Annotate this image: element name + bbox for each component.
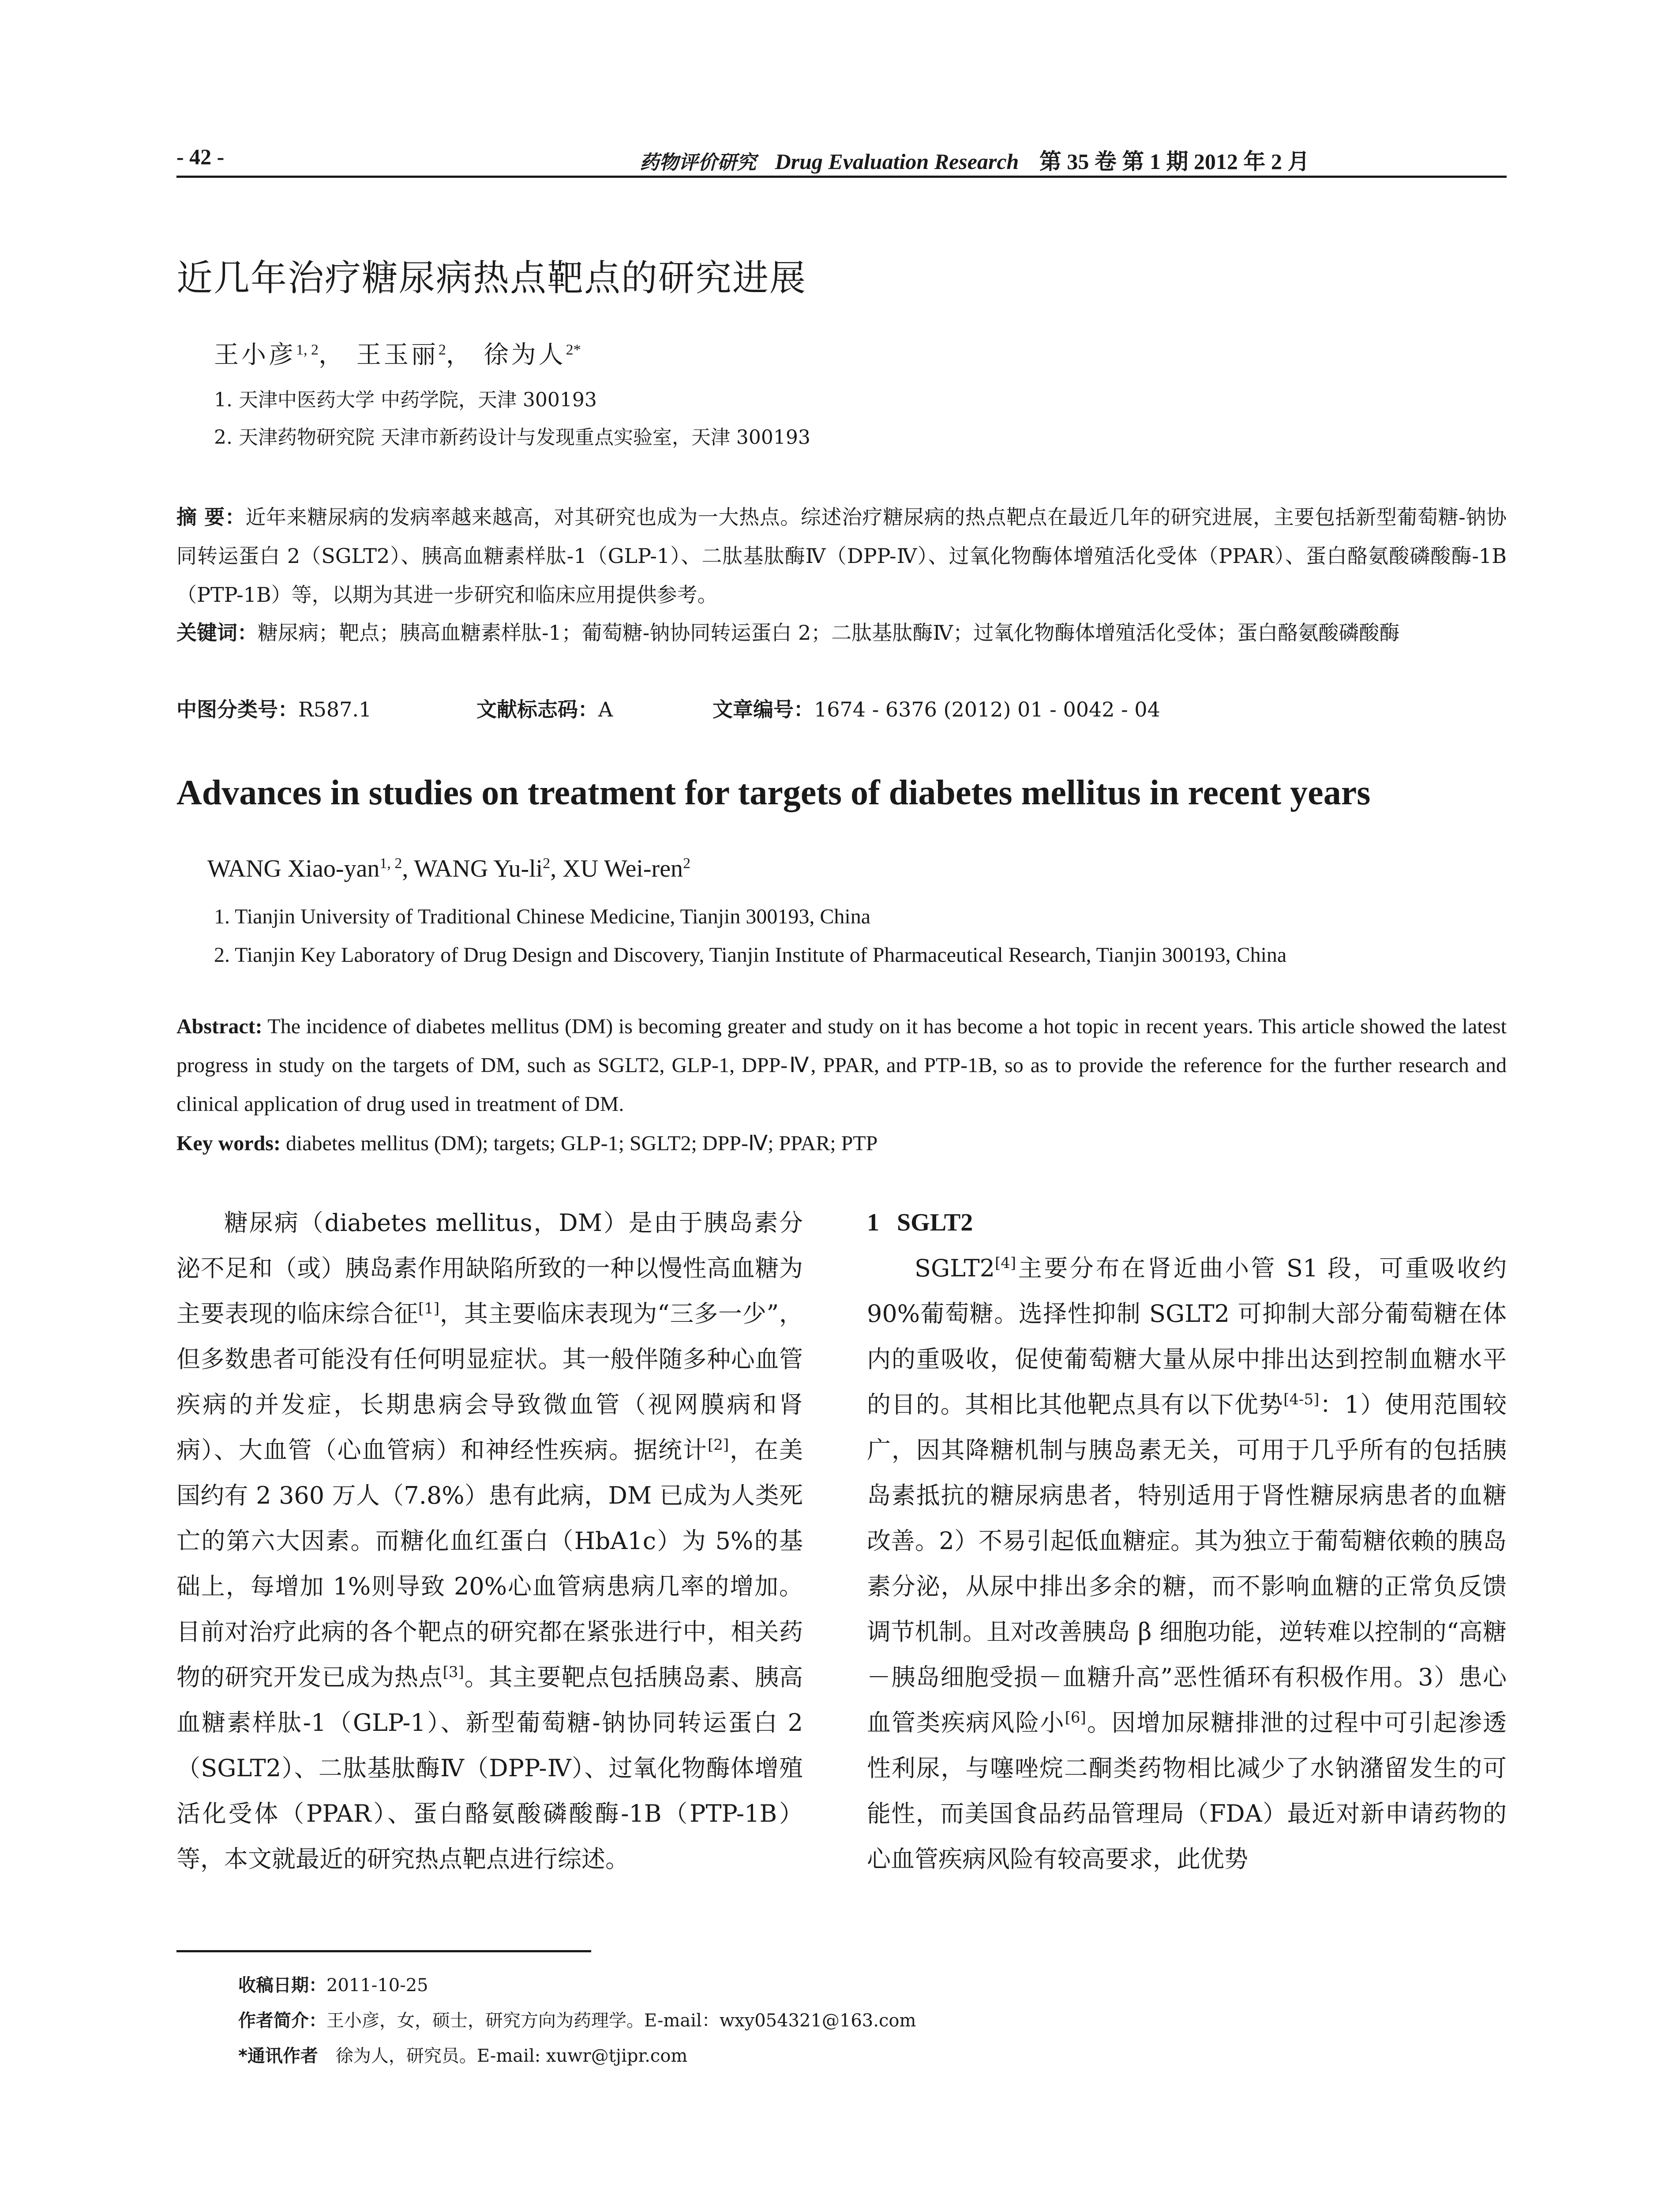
document-code: [476, 694, 613, 723]
author-bio-label: 作者简介：: [238, 2011, 326, 2031]
running-header: [176, 140, 1507, 178]
author-separator: ，: [319, 341, 346, 369]
body-text: SGLT2: [915, 1254, 995, 1282]
abstract-label: Abstract:: [176, 1015, 262, 1038]
clc-label: 中图分类号：: [176, 698, 298, 721]
body-column-right: [867, 1200, 1507, 1882]
english-affiliation-2: 2. Tianjin Key Laboratory of Drug Design and Discovery, Tianjin Institute of Pharmaceutical Research, Tianjin 300193, China: [214, 943, 1287, 967]
section-title: SGLT2: [897, 1209, 973, 1236]
classification-line: [176, 694, 1507, 733]
author-affiliation-mark: 1, 2: [296, 341, 319, 358]
english-keywords: [176, 1124, 1507, 1163]
issue-info: 第 35 卷 第 1 期 2012 年 2 月: [1039, 149, 1310, 174]
author-affiliation-mark: 2: [438, 341, 446, 358]
body-text: 。其主要靶点包括胰岛素、胰高血糖素样肽-1（GLP-1）、新型葡萄糖-钠协同转运蛋白 2（SGLT2）、二肽基肽酶Ⅳ（DPP-Ⅳ）、过氧化物酶体增殖活化受体（PPAR）、蛋白酪氨酸磷酸酶-1B（PTP-1B）等，本文就最近的研究热点靶点进行综述。: [176, 1663, 803, 1873]
corresponding-author: [238, 2038, 916, 2074]
body-text: 。因增加尿糖排泄的过程中可引起渗透性利尿，与噻唑烷二酮类药物相比减少了水钠潴留发生的可能性，而美国食品药品管理局（FDA）最近对新申请药物的心血管疾病风险有较高要求，此优势: [867, 1709, 1507, 1873]
abstract-text: The incidence of diabetes mellitus (DM) is becoming greater and study on it has become a hot topic in recent years. This article showed the latest progress in study on the targets of DM, such as SGLT2, GLP-1, DPP-Ⅳ, PPAR, and PTP-1B, so as to provide the reference for the further research and clinical application of drug used in treatment of DM.: [176, 1015, 1507, 1116]
author-affiliation-mark: 2: [683, 855, 691, 872]
article-number: [712, 694, 1160, 723]
citation-link[interactable]: [1]: [418, 1300, 440, 1317]
author-separator: ,: [402, 855, 414, 882]
section-heading: [867, 1200, 1507, 1246]
author-bio-value: 王小彦，女，硕士，研究方向为药理学。E-mail：wxy054321@163.com: [326, 2011, 916, 2031]
clc-number: [176, 694, 371, 723]
body-text: ，在美国约有 2 360 万人（7.8%）患有此病，DM 已成为人类死亡的第六大因素。而糖化血红蛋白（HbA1c）为 5%的基础上，每增加 1%则导致 20%心血管病患病几率的增加。目前对治疗此病的各个靶点的研究都在紧张进行中，相关药物的研究开发已成为热点: [176, 1436, 803, 1691]
article-number-value: 1674 - 6376 (2012) 01 - 0042 - 04: [814, 698, 1160, 721]
journal-name: Drug Evaluation Research: [775, 149, 1019, 174]
chinese-title: 近几年治疗糖尿病热点靶点的研究进展: [176, 257, 807, 299]
author-bio: [238, 2003, 916, 2038]
author-affiliation-mark: 2*: [566, 341, 581, 358]
author-name: 徐为人: [484, 341, 566, 369]
document-code-value: A: [598, 698, 613, 721]
keywords-label: 关键词：: [176, 621, 258, 645]
received-label: 收稿日期：: [238, 1975, 326, 1996]
keywords-label: Key words:: [176, 1132, 281, 1155]
author-name: XU Wei-ren: [562, 855, 683, 882]
body-text: ：1）使用范围较广，因其降糖机制与胰岛素无关，可用于几乎所有的包括胰岛素抵抗的糖尿病患者，特别适用于肾性糖尿病患者的血糖改善。2）不易引起低血糖症。其为独立于葡萄糖依赖的胰岛素分泌，从尿中排出多余的糖，而不影响血糖的正常负反馈调节机制。且对改善胰岛 β 细胞功能，逆转难以控制的“高糖－胰岛细胞受损－血糖升高”恶性循环有积极作用。3）患心血管类疾病风险小: [867, 1391, 1507, 1737]
received-date: [238, 1968, 916, 2003]
english-title: Advances in studies on treatment for targets of diabetes mellitus in recent years: [176, 773, 1371, 812]
chinese-affiliation-1: 1. 天津中医药大学 中药学院，天津 300193: [214, 389, 597, 411]
author-name: WANG Xiao-yan: [207, 855, 380, 882]
author-separator: ，: [446, 341, 473, 369]
keywords-text: diabetes mellitus (DM); targets; GLP-1; SGLT2; DPP-Ⅳ; PPAR; PTP: [280, 1132, 878, 1155]
corresponding-value: 徐为人，研究员。E-mail: xuwr@tjipr.com: [318, 2046, 688, 2066]
citation-link[interactable]: [3]: [442, 1663, 464, 1681]
chinese-keywords: [176, 613, 1507, 652]
page-number: - 42 -: [176, 144, 225, 169]
chinese-affiliation-2: 2. 天津药物研究院 天津市新药设计与发现重点实验室，天津 300193: [214, 426, 810, 449]
chinese-authors: [214, 335, 581, 371]
author-separator: ,: [550, 855, 563, 882]
english-abstract: [176, 1007, 1507, 1124]
body-text: ，其主要临床表现为“三多一少”，但多数患者可能没有任何明显症状。其一般伴随多种心血管疾病的并发症，长期患病会导致微血管（视网膜病和肾病）、大血管（心血管病）和神经性疾病。据统计: [176, 1300, 803, 1464]
english-affiliation-1: 1. Tianjin University of Traditional Chinese Medicine, Tianjin 300193, China: [214, 905, 871, 928]
author-name: 王小彦: [214, 341, 296, 369]
body-text: 主要分布在肾近曲小管 S1 段，可重吸收约 90%葡萄糖。选择性抑制 SGLT2 可抑制大部分葡萄糖在体内的重吸收，促使葡萄糖大量从尿中排出达到控制血糖水平的目的。其相比其他靶点具有以下优势: [867, 1254, 1507, 1418]
document-code-label: 文献标志码：: [476, 698, 598, 721]
english-authors: [207, 855, 690, 883]
keywords-text: 糖尿病；靶点；胰高血糖素样肽-1；葡萄糖-钠协同转运蛋白 2；二肽基肽酶Ⅳ；过氧化物酶体增殖活化受体；蛋白酪氨酸磷酸酶: [258, 621, 1400, 645]
section-paragraph: [867, 1246, 1507, 1882]
body-text: 糖尿病（diabetes mellitus，DM）是由于胰岛素分泌不足和（或）胰岛素作用缺陷所致的一种以慢性高血糖为主要表现的临床综合征: [176, 1209, 803, 1328]
article-number-label: 文章编号：: [712, 698, 814, 721]
chinese-abstract: [176, 498, 1507, 614]
citation-link[interactable]: [6]: [1065, 1709, 1086, 1726]
citation-link[interactable]: [4]: [994, 1254, 1016, 1272]
intro-paragraph: [176, 1200, 803, 1882]
citation-link[interactable]: [2]: [707, 1436, 729, 1454]
corresponding-label: *通讯作者: [238, 2046, 318, 2066]
journal-info: [640, 144, 1309, 176]
received-value: 2011-10-25: [326, 1975, 428, 1996]
section-number: 1: [867, 1209, 879, 1236]
author-affiliation-mark: 1, 2: [379, 855, 402, 872]
clc-value: R587.1: [298, 698, 372, 721]
abstract-text: 近年来糖尿病的发病率越来越高，对其研究也成为一大热点。综述治疗糖尿病的热点靶点在最近几年的研究进展，主要包括新型葡萄糖-钠协同转运蛋白 2（SGLT2）、胰高血糖素样肽-1（GLP-1）、二肽基肽酶Ⅳ（DPP-Ⅳ）、过氧化物酶体增殖活化受体（PPAR）、蛋白酪氨酸磷酸酶-1B（PTP-1B）等，以期为其进一步研究和临床应用提供参考。: [176, 505, 1507, 607]
abstract-label: 摘 要：: [176, 505, 246, 529]
journal-logo: 药物评价研究: [640, 151, 756, 174]
author-name: WANG Yu-li: [414, 855, 543, 882]
body-column-left: [176, 1200, 803, 1882]
footnote-divider: [176, 1950, 591, 1952]
author-affiliation-mark: 2: [543, 855, 551, 872]
author-name: 王玉丽: [356, 341, 439, 369]
footnotes: [238, 1968, 916, 2074]
citation-link[interactable]: [4-5]: [1283, 1391, 1320, 1408]
